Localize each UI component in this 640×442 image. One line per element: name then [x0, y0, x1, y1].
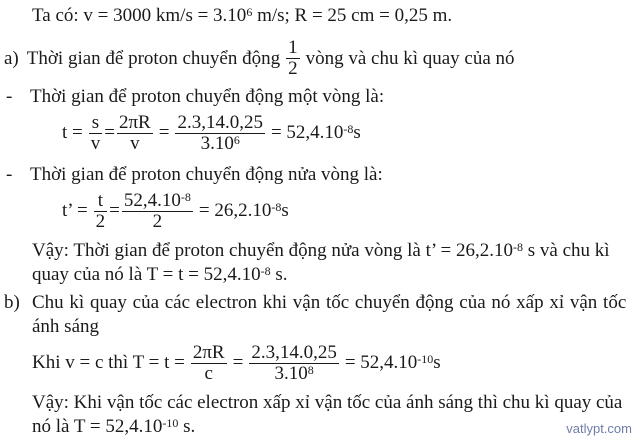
eq1-f3-den-exp: 6	[233, 132, 240, 147]
eq3-f2-num: 2.3,14.0,25	[251, 341, 337, 363]
eq2-result: = 26,2.10	[198, 200, 272, 221]
given-rest: m/s; R = 25 cm = 0,25 m.	[252, 5, 453, 26]
step1-text: Thời gian để proton chuyển động một vòng là:	[30, 86, 385, 107]
eq3-fraction-2	[249, 343, 339, 384]
eq3-f2-den-exp: 8	[307, 362, 314, 377]
eq1-f2-den: v	[130, 132, 140, 154]
eq1-fraction-2	[117, 113, 153, 154]
eq3-fraction-1	[191, 343, 227, 384]
eq1-f3-num: 2.3,14.0,25	[177, 111, 263, 133]
eq1-f2-num: 2πR	[118, 111, 151, 133]
eq3-unit: s	[433, 352, 441, 373]
eq1-eq-sign-2: =	[158, 122, 170, 143]
conclusion-b-line1	[32, 392, 622, 414]
eq1-eq-sign: =	[104, 122, 115, 143]
eq2-eq-sign: =	[109, 200, 120, 221]
part-a-label: a)	[4, 47, 19, 69]
eq3-f1-den: c	[204, 362, 213, 384]
step1-bullet: -	[6, 86, 13, 107]
step2-text: Thời gian để proton chuyển động nửa vòng là:	[30, 164, 383, 185]
conclusion-a-line1-b: s và chu kì	[523, 240, 610, 261]
part-b-line2	[32, 316, 99, 338]
eq2-f2-num-base: 52,4.10	[123, 189, 181, 211]
eq2-f1-num: t	[94, 191, 108, 212]
conclusion-a-line2-a: quay của nó là T = t = 52,4.10	[32, 264, 261, 285]
eq3-result-exp: -10	[417, 351, 434, 366]
eq1-f3-den	[175, 134, 265, 154]
half-fraction-den: 2	[288, 58, 298, 79]
given-prefix: Ta có: v = 3000 km/s = 3.10	[32, 5, 247, 26]
eq2-unit: s	[281, 200, 289, 221]
conclusion-b-line2	[32, 416, 195, 438]
part-b-line1	[4, 292, 626, 314]
eq2-f2-num-exp: -8	[180, 189, 191, 204]
half-fraction-num: 1	[288, 37, 298, 58]
step1-line	[6, 86, 384, 108]
eq1-unit: s	[353, 122, 361, 143]
part-a-text-before: Thời gian để proton chuyển động	[26, 47, 281, 69]
eq1-fraction-3	[175, 113, 265, 154]
conclusion-b-line2-a: nó là T = 52,4.10	[32, 416, 163, 437]
conclusion-a-line1	[32, 240, 610, 262]
eq2-f2-den: 2	[152, 210, 163, 232]
eq3-result: = 52,4.10	[344, 352, 418, 373]
conclusion-a-line1-exp: -8	[513, 240, 523, 254]
equation-2	[62, 186, 289, 236]
eq1-result-exp: -8	[343, 121, 354, 136]
part-b-text-2: ánh sáng	[32, 316, 100, 337]
eq2-lhs: t’ =	[62, 200, 88, 221]
eq1-lhs: t =	[62, 122, 83, 143]
part-b-label: b)	[4, 292, 20, 313]
eq1-f3-den-base: 3.10	[200, 132, 234, 154]
conclusion-b-line2-exp: -10	[162, 416, 179, 430]
eq2-f1-den: 2	[95, 210, 106, 232]
eq1-f1-den: v	[90, 132, 101, 154]
eq2-fraction-1	[94, 191, 108, 232]
watermark: vatlypt.com	[566, 421, 632, 436]
part-a-text-after: vòng và chu kì quay của nó	[305, 47, 515, 69]
step2-bullet: -	[6, 164, 13, 185]
eq3-f2-den	[249, 364, 339, 384]
eq1-result: = 52,4.10	[270, 122, 344, 143]
part-a-heading	[4, 38, 515, 79]
conclusion-b-line2-b: s.	[178, 416, 196, 437]
eq2-result-exp: -8	[271, 199, 282, 214]
conclusion-a-line2-exp: -8	[260, 264, 271, 278]
given-exp: 6	[246, 5, 253, 19]
eq1-fraction-1	[89, 113, 103, 154]
eq1-f1-num: s	[89, 113, 103, 134]
conclusion-a-line1-a: Vậy: Thời gian để proton chuyển động nửa vòng là t’ = 26,2.10	[32, 240, 513, 261]
eq3-eq-sign: =	[232, 352, 244, 373]
given-line	[32, 5, 452, 27]
step2-line	[6, 164, 383, 186]
conclusion-a-line2-b: s.	[270, 264, 288, 285]
equation-1	[62, 108, 361, 158]
conclusion-b-line1-text: Vậy: Khi vận tốc các electron xấp xỉ vận tốc của ánh sáng thì chu kì quay của	[32, 392, 623, 413]
half-fraction	[286, 38, 300, 79]
part-b-text: Chu kì quay của các electron khi vận tốc chuyển động của nó xấp xỉ vận tốc	[32, 292, 627, 313]
eq2-f2-num	[122, 191, 193, 212]
eq2-fraction-2	[122, 191, 193, 232]
eq3-f1-num: 2πR	[192, 341, 225, 363]
conclusion-a-line2	[32, 264, 288, 286]
eq3-lhs: Khi v = c thì T = t =	[32, 352, 185, 373]
eq3-f2-den-base: 3.10	[274, 362, 308, 384]
equation-3	[32, 338, 441, 388]
